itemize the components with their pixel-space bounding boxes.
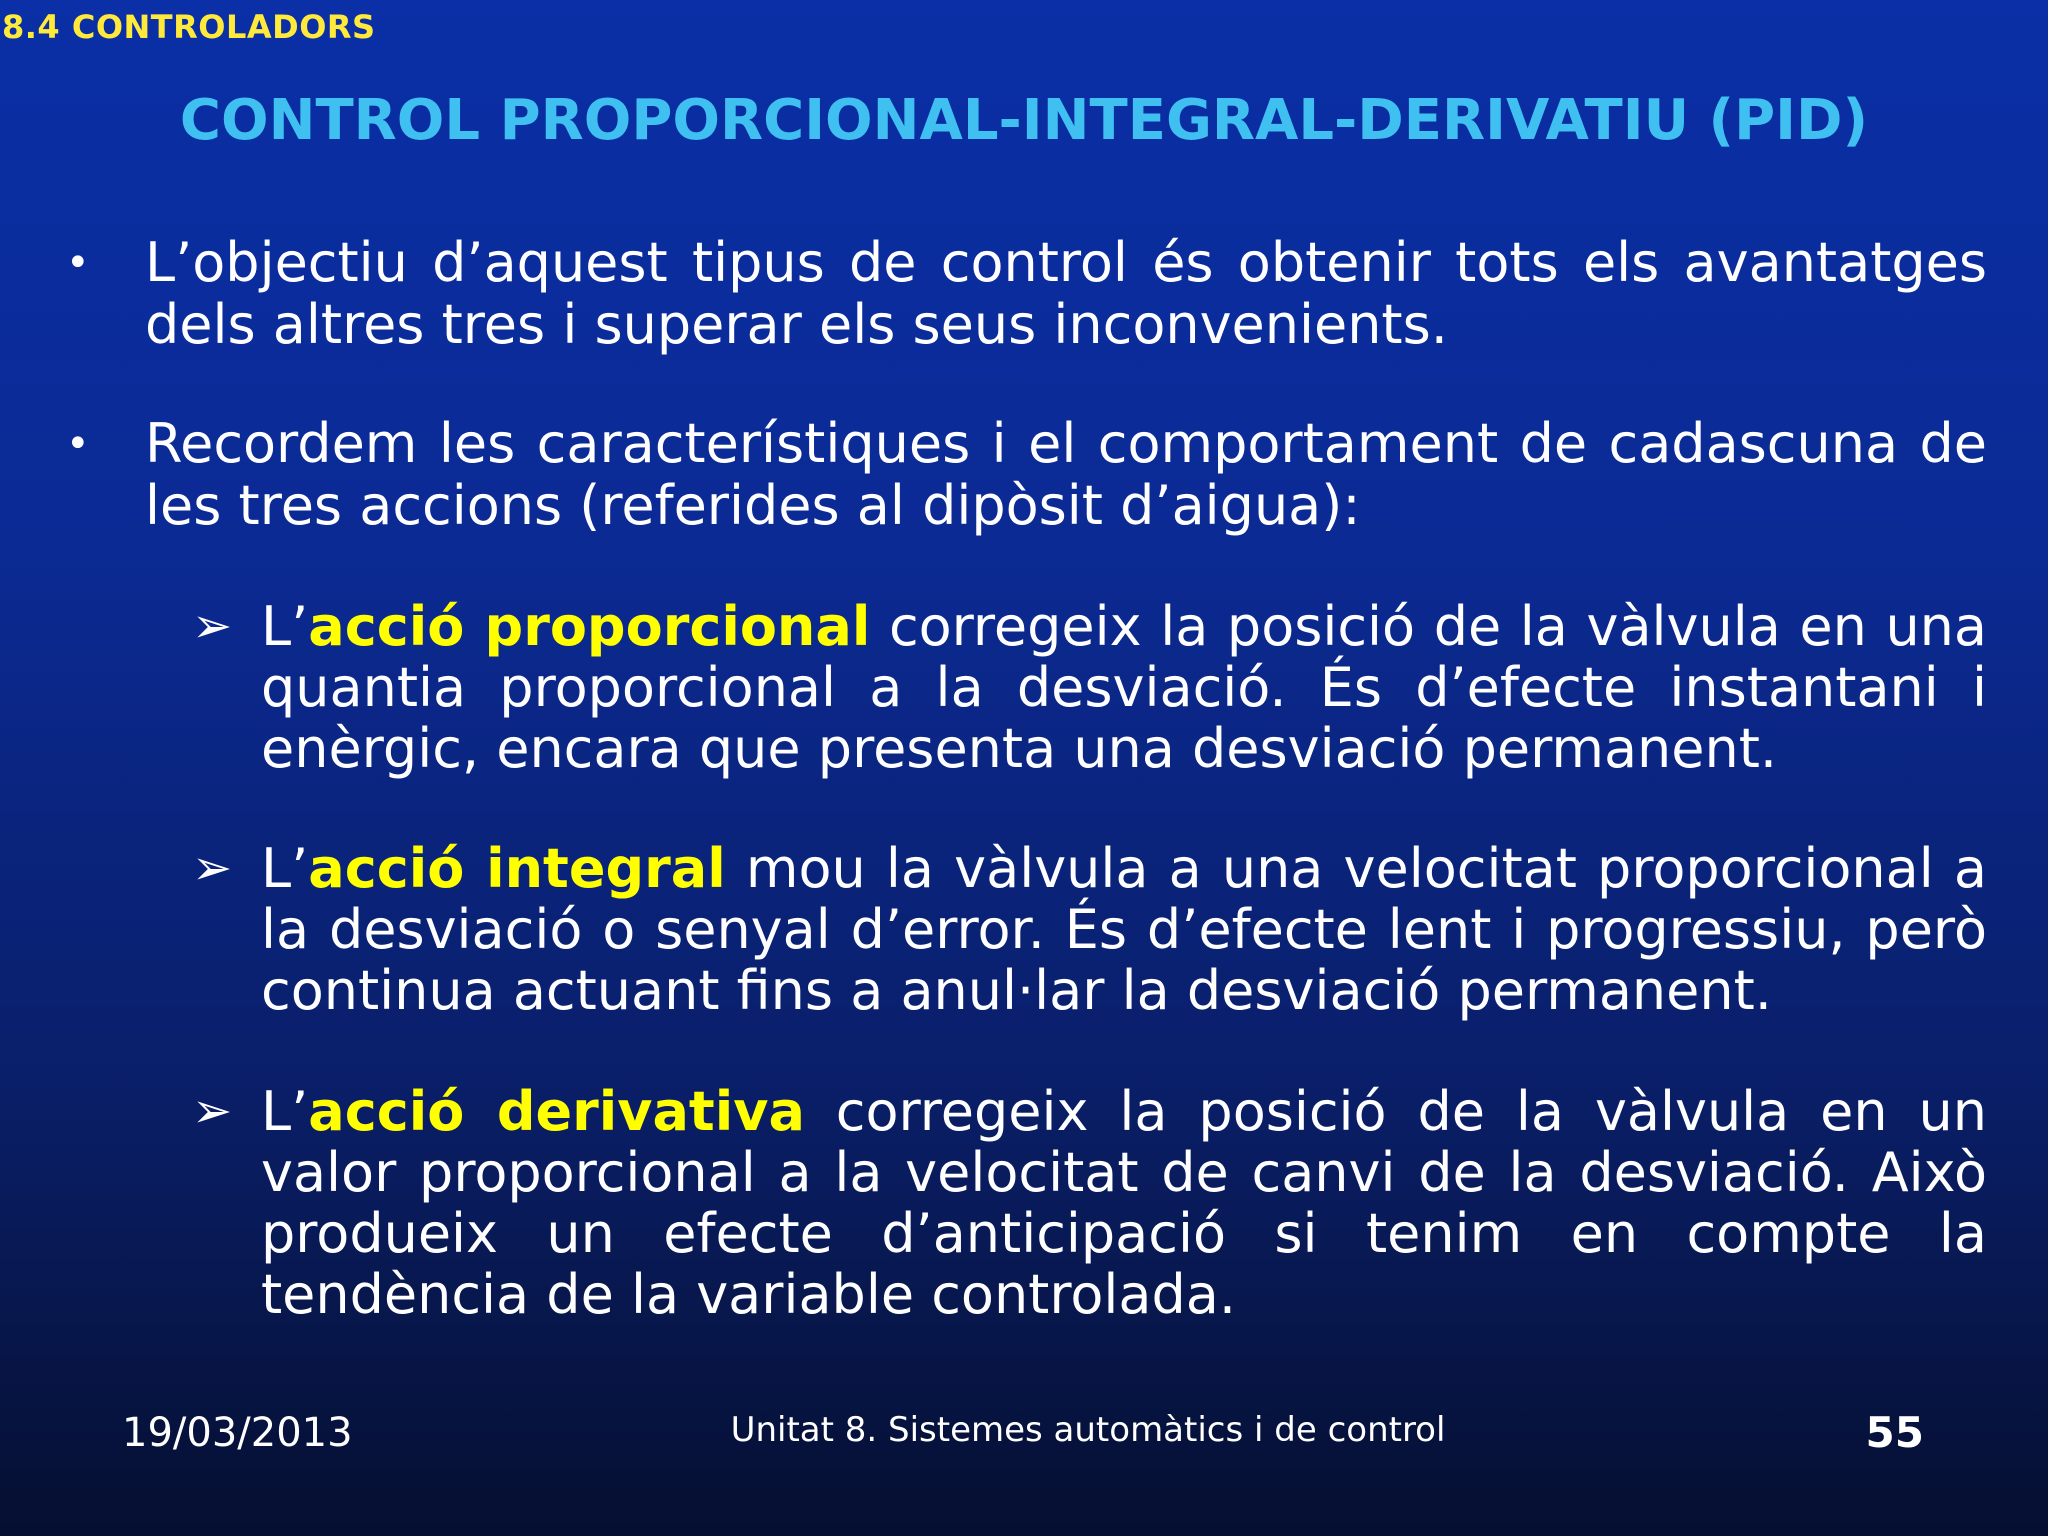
section-label: 8.4 CONTROLADORS bbox=[2, 8, 376, 46]
bullet-text-objective: L’objectiu d’aquest tipus de control és obtenir tots els avantatges dels altres tres i superar els seus inconvenients. bbox=[145, 231, 1987, 356]
bullet-marker: • bbox=[66, 421, 90, 467]
arrow-bullet-icon: ➢ bbox=[192, 598, 233, 654]
arrow-bullet-icon: ➢ bbox=[192, 840, 233, 896]
sub-bullet-derivative bbox=[261, 1081, 1987, 1325]
bullet-text-recall: Recordem les característiques i el comportament de cadascuna de les tres accions (referides al dipòsit d’aigua): bbox=[145, 412, 1987, 537]
footer-unit-title: Unitat 8. Sistemes automàtics i de control bbox=[730, 1410, 1446, 1450]
sub-bullet-text: corregeix la posició de la vàlvula en una quantia proporcional a la desviació. És d’efecte instantani i enèrgic, encara que presenta una desviació permanent. bbox=[261, 595, 1987, 780]
sub-bullet-text: mou la vàlvula a una velocitat proporcional a la desviació o senyal d’error. És d’efecte lent i progressiu, però continua actuant fins a anul·lar la desviació permanent. bbox=[261, 837, 1987, 1022]
sub-bullet-text: corregeix la posició de la vàlvula en un valor proporcional a la velocitat de canvi de la desviació. Això produeix un efecte d’anticipació si tenim en compte la tendència de la variable controlada. bbox=[261, 1080, 1987, 1326]
page-number: 55 bbox=[1865, 1408, 1924, 1457]
bullet-marker: • bbox=[66, 240, 90, 286]
sub-bullet-prefix: L’ bbox=[261, 595, 309, 658]
sub-bullet-prefix: L’ bbox=[261, 1080, 309, 1143]
arrow-bullet-icon: ➢ bbox=[192, 1083, 233, 1139]
keyword-integral: acció integral bbox=[308, 837, 726, 900]
keyword-derivative: acció derivativa bbox=[308, 1080, 805, 1143]
sub-bullet-integral bbox=[261, 838, 1987, 1021]
sub-bullet-proportional bbox=[261, 596, 1987, 779]
sub-bullet-prefix: L’ bbox=[261, 837, 309, 900]
slide-title: CONTROL PROPORCIONAL-INTEGRAL-DERIVATIU (PID) bbox=[179, 88, 1869, 153]
footer-date: 19/03/2013 bbox=[122, 1410, 353, 1456]
keyword-proportional: acció proporcional bbox=[308, 595, 871, 658]
